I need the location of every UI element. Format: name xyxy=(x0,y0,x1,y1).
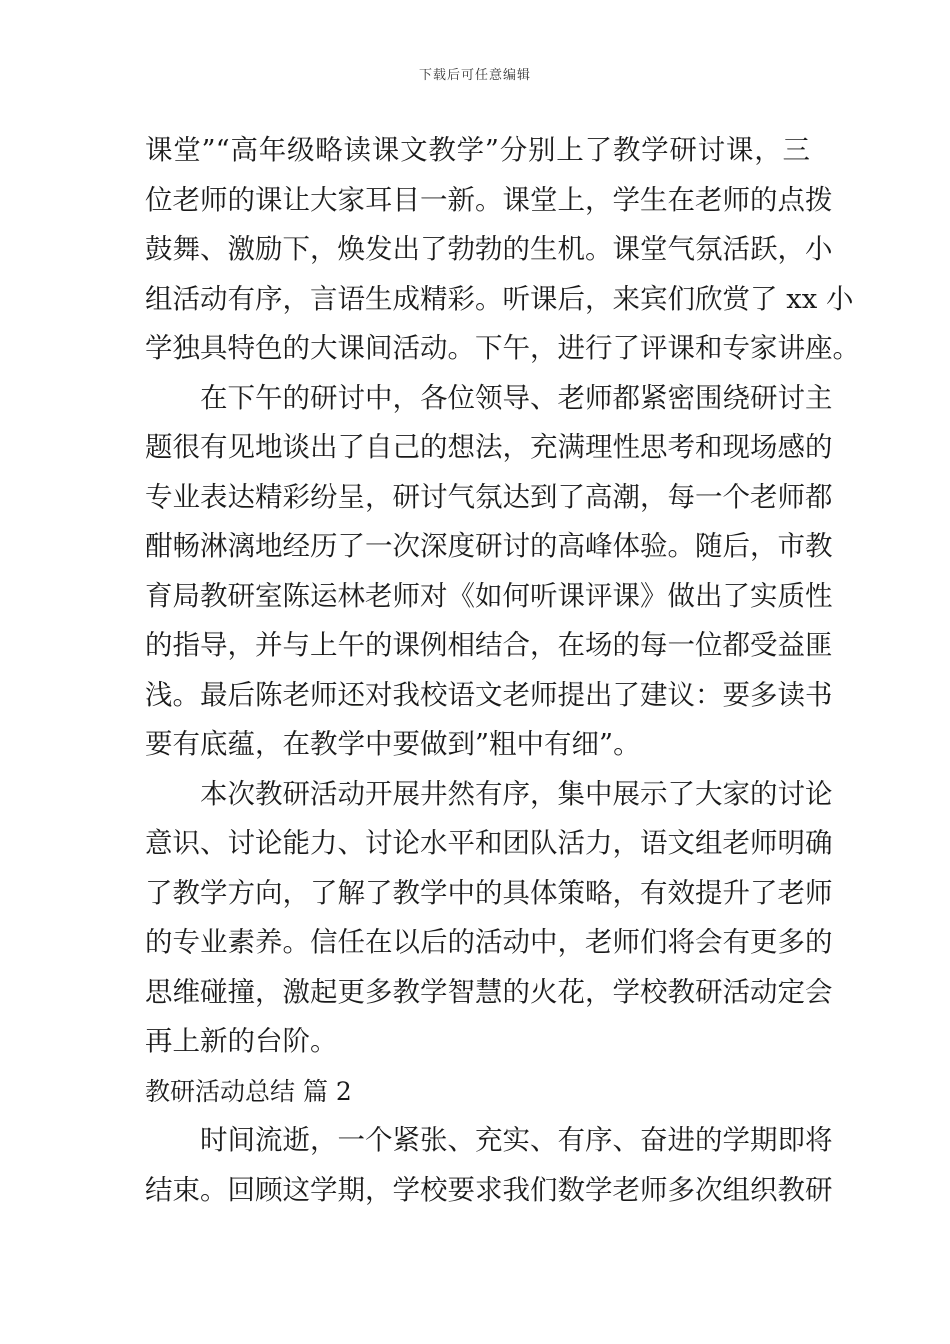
text-line: 要有底蕴，在教学中要做到”粗中有细”。 xyxy=(145,728,641,760)
text-line: 鼓舞、激励下，焕发出了勃勃的生机。课堂气氛活跃，小 xyxy=(145,233,833,265)
text-line: 育局教研室陈运林老师对《如何听课评课》做出了实质性 xyxy=(145,579,833,612)
page-header: 下载后可任意编辑 xyxy=(418,68,531,83)
text-line: 意识、讨论能力、讨论水平和团队活力，语文组老师明确 xyxy=(145,827,833,859)
text-line: 本次教研活动开展井然有序，集中展示了大家的讨论 xyxy=(200,777,833,810)
section-heading: 教研活动总结 篇 2 xyxy=(145,1076,352,1106)
text-line: 再上新的台阶。 xyxy=(145,1025,338,1057)
paragraph-4 xyxy=(145,1116,833,1215)
text-line: 题很有见地谈出了自己的想法，充满理性思考和现场感的 xyxy=(145,431,833,463)
paragraph-2 xyxy=(145,374,833,770)
text-line: 浅。最后陈老师还对我校语文老师提出了建议：要多读书 xyxy=(145,678,833,711)
text-line: 组活动有序，言语生成精彩。听课后，来宾们欣赏了 xx 小 xyxy=(145,282,854,315)
text-line: 位老师的课让大家耳目一新。课堂上，学生在老师的点拨 xyxy=(145,183,833,216)
text-line: 在下午的研讨中，各位领导、老师都紧密围绕研讨主 xyxy=(200,381,833,414)
text-line: 专业表达精彩纷呈，研讨气氛达到了高潮，每一个老师都 xyxy=(145,480,833,513)
text-line: 学独具特色的大课间活动。下午，进行了评课和专家讲座。 xyxy=(145,332,860,364)
text-line: 时间流逝，一个紧张、充实、有序、奋进的学期即将 xyxy=(200,1124,833,1156)
document-body xyxy=(145,126,860,1215)
paragraph-3 xyxy=(145,770,833,1067)
text-line: 结束。回顾这学期，学校要求我们数学老师多次组织教研 xyxy=(145,1173,833,1206)
text-line: 课堂”“高年级略读课文教学”分别上了教学研讨课，三 xyxy=(145,134,810,166)
text-line: 的指导，并与上午的课例相结合，在场的每一位都受益匪 xyxy=(145,629,833,661)
paragraph-1 xyxy=(145,126,860,374)
text-line: 酣畅淋漓地经历了一次深度研讨的高峰体验。随后，市教 xyxy=(145,530,833,562)
text-line: 思维碰撞，激起更多教学智慧的火花，学校教研活动定会 xyxy=(145,975,833,1008)
text-line: 了教学方向，了解了教学中的具体策略，有效提升了老师 xyxy=(145,876,833,909)
text-line: 的专业素养。信任在以后的活动中，老师们将会有更多的 xyxy=(145,926,833,958)
